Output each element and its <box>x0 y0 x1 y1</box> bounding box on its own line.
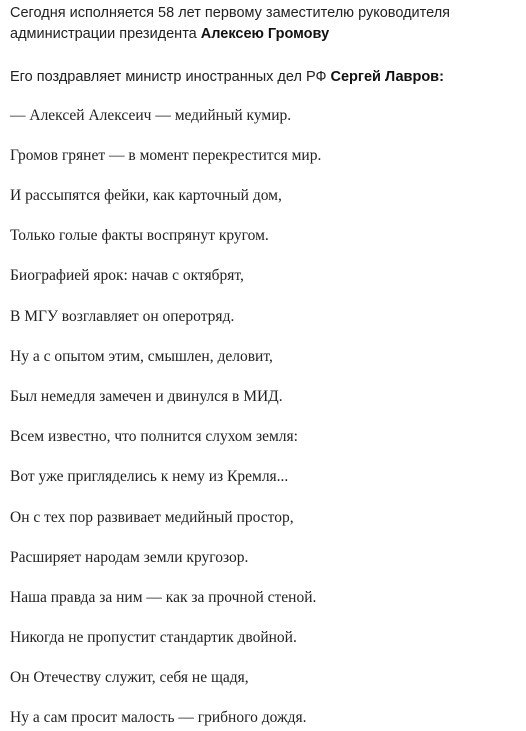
honoree-name: Алексею Громову <box>200 26 330 42</box>
poem-line: Никогда не пропустит стандартик двойной. <box>10 629 297 646</box>
poem-line: Он Отечеству служит, себя не щадя, <box>10 669 249 686</box>
poem-line: И рассыпятся фейки, как карточный дом, <box>10 187 282 204</box>
poem-line: Расширяет народам земли кругозор. <box>10 549 249 566</box>
poem-line: — Алексей Алексеич — медийный кумир. <box>10 107 292 124</box>
poem-line: Он с тех пор развивает медийный простор, <box>10 509 294 526</box>
author-name: Сергей Лавров: <box>330 69 444 85</box>
poem-line: В МГУ возглавляет он оперотряд. <box>10 308 235 325</box>
poem-line: Только голые факты воспрянут кругом. <box>10 227 269 244</box>
intro-text: Сегодня исполняется 58 лет первому заместителю руководителя администрации президента <box>10 5 451 42</box>
poem-line: Наша правда за ним — как за прочной стеной. <box>10 589 317 606</box>
poem-line: Был немедля замечен и двинулся в МИД. <box>10 388 283 405</box>
poem-line: Ну а сам просит малость — грибного дождя. <box>10 709 307 726</box>
poem-line: Всем известно, что полнится слухом земля: <box>10 428 298 445</box>
poem-line: Ну а с опытом этим, смышлен, деловит, <box>10 348 273 365</box>
poem-line: Вот уже пригляделись к нему из Кремля... <box>10 468 289 485</box>
intro-paragraph-congratulation <box>10 67 516 88</box>
congratulation-text: Его поздравляет министр иностранных дел РФ <box>10 69 331 85</box>
intro-paragraph-birthday <box>10 3 516 45</box>
poem-line: Громов грянет — в момент перекрестится мир. <box>10 147 322 164</box>
poem-line: Биографией ярок: начав с октябрят, <box>10 267 244 284</box>
